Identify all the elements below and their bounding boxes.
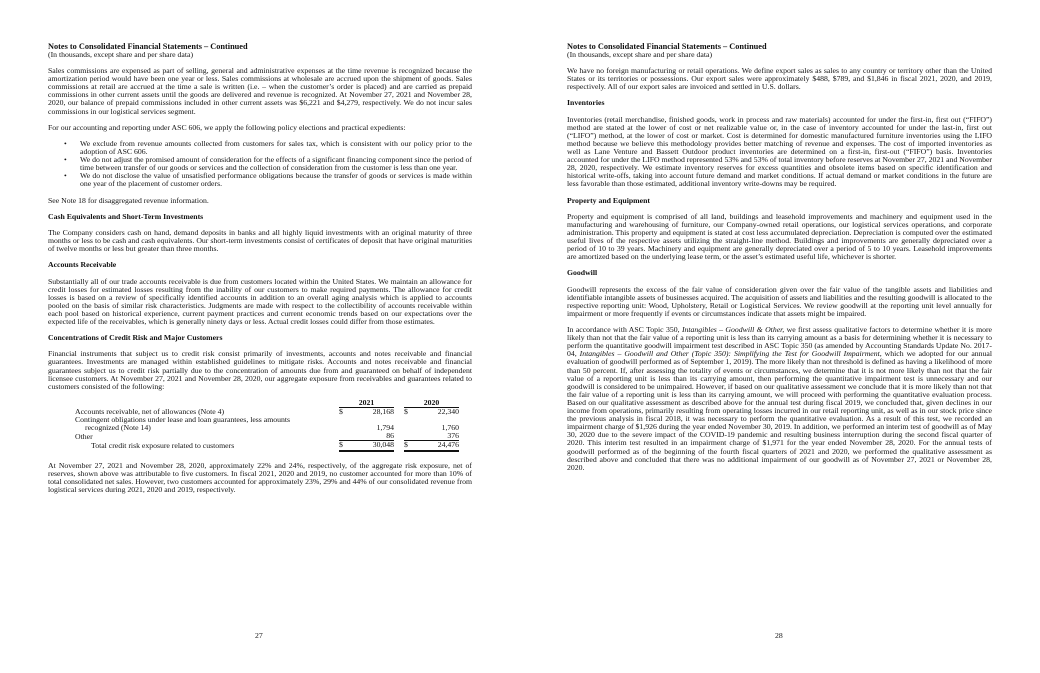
column-header-2020: 2020 — [404, 399, 459, 408]
credit-risk-table — [75, 399, 459, 452]
value-2020: 22,340 — [437, 407, 459, 417]
heading-inventories: Inventories — [567, 98, 605, 108]
row-label: Total credit risk exposure related to customers — [91, 441, 235, 451]
value-2021: 86 — [348, 432, 394, 441]
page-27 — [48, 42, 472, 502]
value-2020: 1,760 — [441, 423, 459, 433]
currency-symbol: $ — [404, 441, 413, 451]
bullet-list — [48, 140, 472, 189]
page-number: 27 — [255, 631, 263, 640]
paragraph-note18: See Note 18 for disaggregated revenue information. — [48, 195, 209, 205]
column-header-2021: 2021 — [339, 399, 394, 408]
list-item-text: We exclude from revenue amounts collected from customers for sales tax, which is consistent with our policy prior to the adoption of ASC 606. — [80, 138, 472, 157]
text-run: we first assess qualitative factors to determine whether it is more likely than not that the fair value of a reporting unit is less than its carrying amount as a basis for determining whether it is necessary to perform the quantitative goodwill impairment test described in ASC Topic 350 (as amended by Accounting Standards Update No. 2017-04, — [567, 325, 992, 359]
heading-goodwill: Goodwill — [567, 268, 598, 278]
paragraph-cash-equivalents: The Company considers cash on hand, demand deposits in banks and all highly liquid investments with an original maturity of three months or less to be cash and cash equivalents. Our short-term investments consist of certificates of deposit that have original maturities of twelve months or less but greater than three months. — [48, 227, 472, 254]
paragraph-export-sales: We have no foreign manufacturing or retail operations. We define export sales as sales to any country or territory other than the United States or its territories or possessions. Our export sales were approximately $488, $789, and $1,846 in fiscal 2021, 2020, and 2019, respectively. All of our export sales are invoiced and settled in U.S. dollars. — [567, 66, 992, 92]
page-title: Notes to Consolidated Financial Statements – Continued — [567, 42, 767, 51]
heading-property-equipment: Property and Equipment — [567, 195, 650, 205]
bullet-icon: • — [64, 171, 67, 181]
page-28 — [567, 42, 992, 480]
paragraph-accounts-receivable: Substantially all of our trade accounts receivable is due from customers located within the United States. We maintain an allowance for credit losses for estimated losses resulting from the inability of our customers to make required payments. The allowance for credit losses is based on a review of specifically identified accounts in addition to an overall aging analysis which is applied to accounts pooled on the basis of similar risk characteristics. Judgments are made with respect to the collectibility of accounts receivable within each pool based on historical experience, current payment practices and current economic trends based on our expectations over the expected life of the receivables, which is generally ninety days or less. Actual credit losses could differ from those estimates. — [48, 276, 472, 326]
paragraph-inventories: Inventories (retail merchandise, finished goods, work in process and raw materials) accounted for under the first-in, first out (“FIFO”) method are stated at the lower of cost or net realizable value or, in the case of inventory accounted for under the last-in, first out (“LIFO”) method, at the lower of cost or market. Cost is determined for domestic manufactured furniture inventories using the LIFO method because we believe this methodology provides better matching of revenue and expenses. The cost of imported inventories as well as Lane Venture and Bassett Outdoor product inventories are determined on a first-in, first-out (“FIFO”) basis. Inventories accounted for under the LIFO method represented 53% and 53% of total inventory before reserves at November 27, 2021 and November 28, 2020, respectively. We estimate inventory reserves for excess quantities and obsolete items based on specific identification and historical write-offs, taking into account future demand and market conditions. If actual demand or market conditions in the future are less favorable than those estimated, additional inventory write-downs may be required. — [567, 114, 992, 189]
value-2020: 24,476 — [413, 441, 459, 451]
value-2020: 376 — [413, 432, 459, 441]
list-item — [48, 172, 472, 188]
page-number: 28 — [775, 631, 783, 640]
list-item — [48, 156, 472, 172]
row-label: Accounts receivable, net of allowances (Note 4) — [75, 407, 225, 417]
heading-accounts-receivable: Accounts Receivable — [48, 260, 117, 270]
value-2021: 1,794 — [376, 423, 394, 433]
page-subtitle: (In thousands, except share and per share data) — [567, 50, 713, 59]
table-row — [75, 432, 459, 441]
paragraph-asc350 — [567, 326, 992, 472]
paragraph-asc606: For our accounting and reporting under ASC 606, we apply the following policy elections and practical expedients: — [48, 122, 406, 132]
paragraph-credit-risk: Financial instruments that subject us to credit risk consist primarily of investments, accounts and notes receivable and financial guarantees. Investments are managed within established guidelines to mitigate risks. Accounts and notes receivable and financial guarantees subject us to credit risk partially due to the concentration of amounts due from and guaranteed on behalf of independent licensee customers. At November 27, 2021 and November 28, 2020, our aggregate exposure from receivables and guarantees related to customers consisted of the following: — [48, 349, 472, 391]
currency-symbol: $ — [404, 407, 408, 417]
italic-citation: Intangibles – Goodwill & Other, — [681, 325, 785, 335]
value-2021: 28,168 — [372, 407, 394, 417]
page-subtitle: (In thousands, except share and per share data) — [48, 50, 194, 59]
currency-symbol: $ — [339, 441, 348, 451]
table-row — [75, 424, 459, 432]
bullet-icon: • — [64, 138, 67, 148]
heading-cash-equivalents: Cash Equivalents and Short-Term Investments — [48, 211, 204, 221]
paragraph-major-customers: At November 27, 2021 and November 28, 2020, approximately 22% and 24%, respectively, of the aggregate risk exposure, net of reserves, shown above was attributable to five customers. In fiscal 2021, 2020 and 2019, no customer accounted for more than 10% of total consolidated net sales. However, two customers accounted for approximately 23%, 29% and 44% of our consolidated revenue from logistical services during 2021, 2020 and 2019, respectively. — [48, 460, 472, 494]
paragraph-sales-commissions: Sales commissions are expensed as part of selling, general and administrative expenses at the time revenue is recognized because the amortization period would have been one year or less. Sales commissions at wholesale are accrued upon the shipment of goods. Sales commissions at retail are accrued at the time a sale is written (i.e. – when the customer’s order is placed) and are carried as prepaid commissions in other current assets until the goods are delivered and revenue is recognized. At November 27, 2021 and November 28, 2020, our balance of prepaid commissions included in other current assets was $6,221 and $4,279, respectively. We do not incur sales commissions in our logistical services segment. — [48, 66, 472, 116]
table-total-row — [75, 441, 459, 451]
italic-citation: Intangibles – Goodwill and Other (Topic 350): Simplifying the Test for Goodwill Impairment — [579, 349, 880, 359]
paragraph-property-equipment: Property and equipment is comprised of all land, buildings and leasehold improvements and machinery and equipment used in the manufacturing and warehousing of furniture, our Company-owned retail operations, our logistical services operations, and corporate administration. This property and equipment is stated at cost less accumulated depreciation. Depreciation is computed over the estimated useful lives of the respective assets utilizing the straight-line method. Buildings and improvements are generally depreciated over a period of 10 to 39 years. Machinery and equipment are generally depreciated over a period of 5 to 10 years. Leasehold improvements are amortized based on the underlying lease term, or the asset’s estimated useful life, whichever is shorter. — [567, 211, 992, 262]
value-2021: 30,048 — [348, 441, 394, 451]
paragraph-goodwill: Goodwill represents the excess of the fair value of consideration given over the fair value of the tangible assets and liabilities and identifiable intangible assets of businesses acquired. The acquisition of assets and liabilities and the resulting goodwill is allocated to the respective reporting unit: Wood, Upholstery, Retail or Logistical Services. We review goodwill at the reporting unit level annually for impairment or more frequently if events or circumstances indicate that assets might be impaired. — [567, 284, 992, 318]
page-title: Notes to Consolidated Financial Statements – Continued — [48, 42, 248, 51]
text-run: In accordance with ASC Topic 350, — [567, 325, 682, 335]
list-item — [48, 140, 472, 156]
list-item-text: We do not disclose the value of unsatisfied performance obligations because the transfer of goods or services is made within one year of the placement of customer orders. — [80, 171, 472, 189]
text-run: , which we adopted for our annual evaluation of goodwill performed as of September 1, 2019). The more likely than not threshold is defined as having a likelihood of more than 50 percent. If, after assessing the totality of events or circumstances, we determine that it is not more likely than not that the fair value of a reporting unit is less than its carrying amount, then performing the quantitative impairment test is unnecessary and our goodwill is considered to be unimpaired. However, if based on our qualitative assessment we conclude that it is more likely than not that the fair value of a reporting unit is less than its carrying amount, we will proceed with performing the quantitative evaluation process. Based on our qualitative assessment as described above for the annual test during fiscal 2019, we concluded that, given declines in our income from operations, primarily resulting from operating losses incurred in our retail reporting unit, as well as in our stock price since the previous analysis in fiscal 2018, it was necessary to perform the quantitative evaluation. As a result of this test, we recorded an impairment charge of $1,926 during the year ended November 30, 2019. In addition, we performed an interim test of goodwill as of May 30, 2020 due to the severe impact of the COVID-19 pandemic and resulting business interruption during the second fiscal quarter of 2020. This interim test resulted in an impairment charge of $1,971 for the year ended November 28, 2020. For the annual tests of goodwill performed as of the beginning of the fourth fiscal quarters of 2021 and 2020, we performed the qualitative assessment as described above and concluded that there was no additional impairment of our goodwill as of November 27, 2021 or November 28, 2020. — [567, 349, 992, 472]
row-label-continued: recognized (Note 14) — [85, 423, 151, 433]
list-item-text: We do not adjust the promised amount of consideration for the effects of a significant financing component since the period of time between transfer of our goods or services and the collection of consideration from the customer is less than one year. — [80, 155, 472, 173]
currency-symbol: $ — [339, 407, 343, 417]
row-label: Other — [75, 431, 93, 441]
bullet-icon: • — [64, 155, 67, 165]
row-label: Contingent obligations under lease and loan guarantees, less amounts — [75, 415, 291, 425]
heading-credit-risk: Concentrations of Credit Risk and Major Customers — [48, 333, 223, 343]
